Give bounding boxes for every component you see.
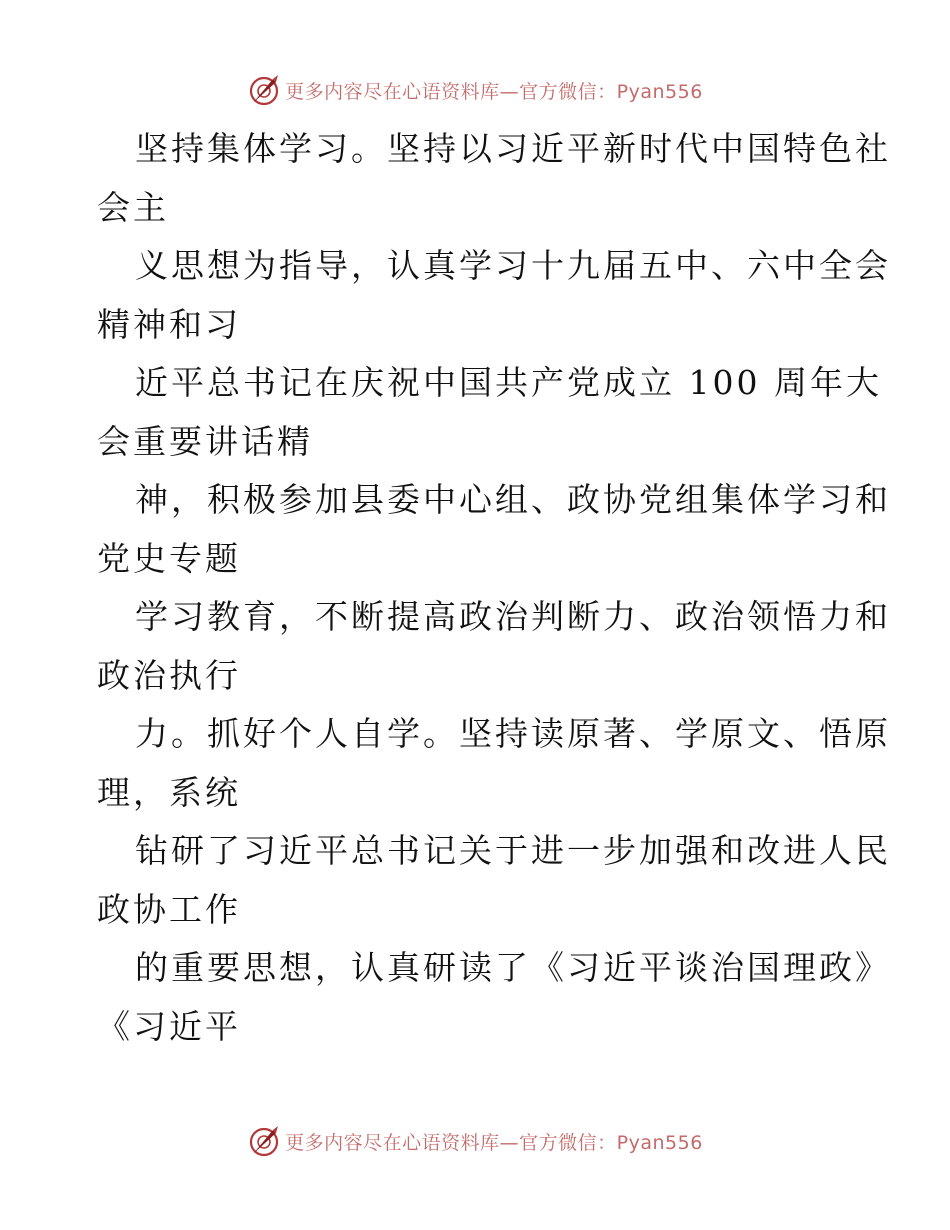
text-line: 坚持集体学习。坚持以习近平新时代中国特色社 xyxy=(135,129,891,168)
text-line: 《习近平 xyxy=(97,1006,241,1046)
text-line: 精神和习 xyxy=(97,304,241,344)
text-line: 钻研了习近平总书记关于进一步加强和改进人民 xyxy=(135,831,891,870)
footer-separator: — xyxy=(499,1131,520,1154)
footer-banner xyxy=(0,1121,950,1161)
text-line: 力。抓好个人自学。坚持读原著、学原文、悟原 xyxy=(135,714,891,753)
header-banner-text xyxy=(285,77,703,104)
quill-pen-logo-icon xyxy=(247,1124,281,1158)
text-line: 近平总书记在庆祝中国共产党成立 100 周年大 xyxy=(135,363,882,402)
footer-banner-text xyxy=(285,1128,703,1155)
header-separator: — xyxy=(499,80,520,103)
header-wechat-text: 官方微信：Pyan556 xyxy=(519,80,703,103)
footer-wechat-text: 官方微信：Pyan556 xyxy=(519,1131,703,1154)
footer-brand-text: 更多内容尽在心语资料库 xyxy=(285,1131,500,1154)
header-brand-text: 更多内容尽在心语资料库 xyxy=(285,80,500,103)
text-line: 会主 xyxy=(97,187,169,227)
text-line: 义思想为指导，认真学习十九届五中、六中全会 xyxy=(135,246,891,285)
text-line: 神，积极参加县委中心组、政协党组集体学习和 xyxy=(135,480,891,519)
header-banner xyxy=(0,70,950,110)
text-line: 政协工作 xyxy=(97,889,241,929)
document-body xyxy=(97,120,891,1056)
text-line: 党史专题 xyxy=(97,538,241,578)
text-line: 理，系统 xyxy=(97,772,241,812)
text-line: 政治执行 xyxy=(97,655,241,695)
text-line: 会重要讲话精 xyxy=(97,421,313,461)
quill-pen-logo-icon xyxy=(247,73,281,107)
text-line: 学习教育，不断提高政治判断力、政治领悟力和 xyxy=(135,597,891,636)
text-line: 的重要思想，认真研读了《习近平谈治国理政》 xyxy=(135,948,891,987)
